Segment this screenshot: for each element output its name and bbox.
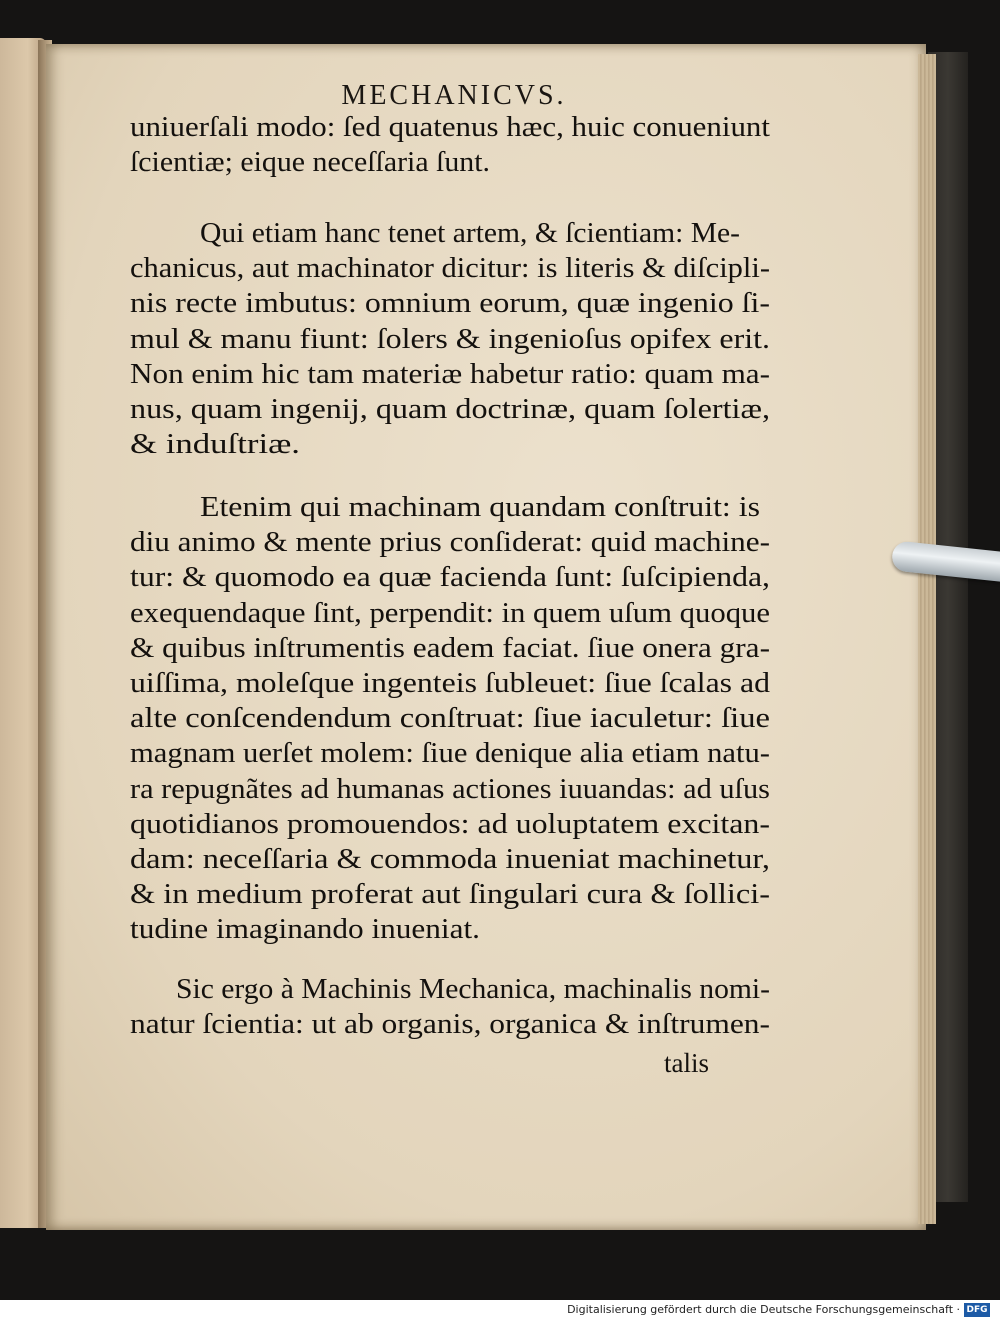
funding-credit: Digitalisierung gefördert durch die Deutsche Forschungsgemeinschaft · [567, 1303, 960, 1316]
text-line: ra repugnãtes ad humanas actiones iuuandas: ad uſus [130, 773, 770, 805]
text-line: nus, quam ingenij, quam doctrinæ, quam ſolertiæ, [130, 394, 770, 425]
text-line: quotidianos promouendos: ad uoluptatem excitan- [130, 808, 770, 840]
text-line: alte conſcendendum conſtruat: ſiue iaculetur: ſiue [130, 703, 770, 735]
text-line: dam: neceſſaria & commoda inueniat machinetur, [130, 844, 770, 875]
text-line: tudine imaginando inueniat. [130, 914, 480, 946]
text-line: Qui etiam hanc tenet artem, & ſcientiam: Me- [200, 218, 740, 249]
running-head: MECHANICVS. [341, 80, 567, 111]
text-line: uniuerſali modo: ſed quatenus hæc, huic conueniunt [130, 112, 770, 143]
text-line: ſcientiæ; eique neceſſaria ſunt. [130, 147, 490, 179]
text-line: magnam uerſet molem: ſiue denique alia etiam natu- [130, 738, 770, 770]
text-line: nis recte imbutus: omnium eorum, quæ ingenio ſi- [130, 288, 770, 320]
text-line: & in medium proferat aut ſingulari cura & ſollici- [130, 879, 770, 911]
text-line: chanicus, aut machinator dicitur: is literis & diſcipli- [130, 253, 770, 285]
text-line: exequendaque ſint, perpendit: in quem uſum quoque [130, 597, 770, 629]
footer-bar [0, 1300, 1000, 1321]
text-line: Etenim qui machinam quandam conſtruit: is [200, 492, 760, 523]
text-line: mul & manu fiunt: ſolers & ingenioſus opifex erit. [130, 323, 770, 355]
text-line: diu animo & mente prius conſiderat: quid machine- [130, 527, 770, 559]
text-line: uiſſima, moleſque ingenteis ſubleuet: ſiue ſcalas ad [130, 668, 770, 699]
text-line: tur: & quomodo ea quæ facienda ſunt: ſuſcipienda, [130, 562, 770, 594]
text-line: Sic ergo à Machinis Mechanica, machinalis nomi- [176, 974, 770, 1005]
catchword: talis [664, 1048, 709, 1078]
dfg-logo-icon: DFG [964, 1303, 990, 1317]
text-line: & quibus inſtrumentis eadem faciat. ſiue onera gra- [130, 632, 770, 664]
page-block-edges [918, 54, 936, 1224]
text-line: Non enim hic tam materiæ habetur ratio: quam ma- [130, 358, 770, 390]
text-line: & induſtriæ. [130, 429, 300, 461]
text-line: natur ſcientia: ut ab organis, organica & inſtrumen- [130, 1009, 770, 1041]
